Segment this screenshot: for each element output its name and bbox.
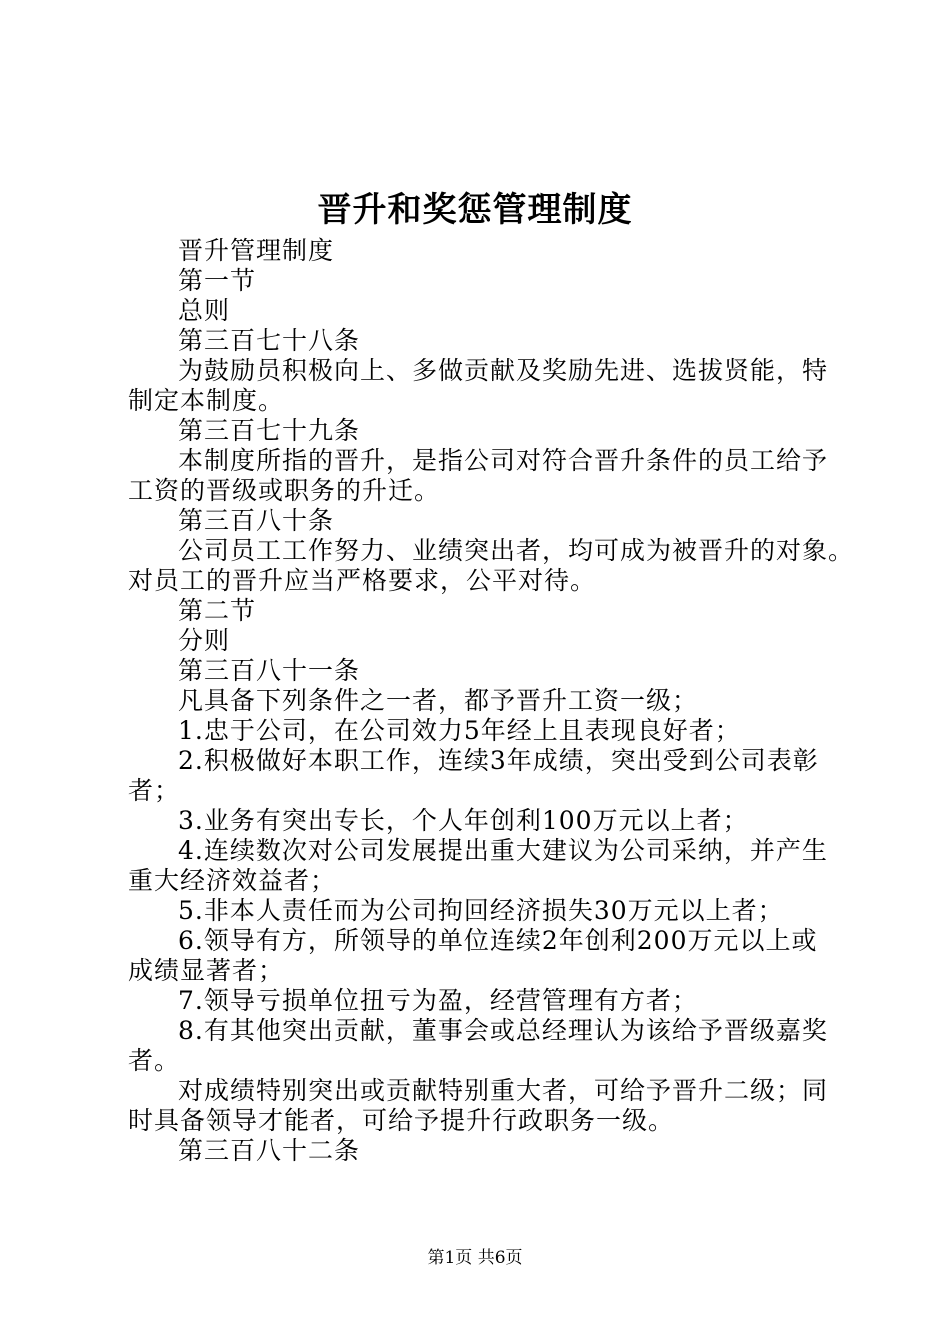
paragraph-line: 本制度所指的晋升，是指公司对符合晋升条件的员工给予 xyxy=(178,446,829,475)
paragraph-line: 6.领导有方，所领导的单位连续2年创利200万元以上或 xyxy=(178,926,818,955)
paragraph xyxy=(128,1016,840,1076)
paragraph-line: 3.业务有突出专长，个人年创利100万元以上者； xyxy=(178,806,749,835)
paragraph-line: 时具备领导才能者，可给予提升行政职务一级。 xyxy=(128,1106,675,1135)
paragraph-line: 4.连续数次对公司发展提出重大建议为公司采纳，并产生 xyxy=(178,836,828,865)
paragraph xyxy=(128,896,840,926)
paragraph-line: 第一节 xyxy=(178,266,257,295)
paragraph xyxy=(128,506,840,536)
paragraph-line: 工资的晋级或职务的升迁。 xyxy=(128,476,441,505)
paragraph-line: 晋升管理制度 xyxy=(178,236,335,265)
paragraph-line: 7.领导亏损单位扭亏为盈，经营管理有方者； xyxy=(178,986,698,1015)
paragraph-line: 8.有其他突出贡献，董事会或总经理认为该给予晋级嘉奖 xyxy=(178,1016,828,1045)
paragraph-line: 公司员工工作努力、业绩突出者，均可成为被晋升的对象。 xyxy=(178,536,855,565)
paragraph-line: 5.非本人责任而为公司拘回经济损失30万元以上者； xyxy=(178,896,784,925)
document-body xyxy=(128,236,855,1166)
paragraph xyxy=(128,266,840,296)
paragraph-line: 制定本制度。 xyxy=(128,386,285,415)
paragraph-line: 第二节 xyxy=(178,596,257,625)
paragraph-line: 第三百八十一条 xyxy=(178,656,361,685)
paragraph xyxy=(128,926,840,986)
document-title: 晋升和奖惩管理制度 xyxy=(317,190,633,230)
paragraph xyxy=(128,536,855,596)
paragraph xyxy=(128,836,840,896)
paragraph-line: 第三百八十二条 xyxy=(178,1136,361,1165)
paragraph-line: 第三百七十九条 xyxy=(178,416,361,445)
paragraph xyxy=(128,416,840,446)
paragraph-line: 第三百七十八条 xyxy=(178,326,361,355)
paragraph xyxy=(128,1136,840,1166)
paragraph-line: 者； xyxy=(128,776,181,805)
paragraph xyxy=(128,686,840,716)
paragraph-line: 重大经济效益者； xyxy=(128,866,337,895)
paragraph xyxy=(128,986,840,1016)
page-footer: 第1页 共6页 xyxy=(427,1248,523,1268)
paragraph xyxy=(128,1076,840,1136)
paragraph xyxy=(128,356,840,416)
paragraph xyxy=(128,326,840,356)
paragraph-line: 分则 xyxy=(178,626,231,655)
paragraph xyxy=(128,446,840,506)
paragraph xyxy=(128,746,840,806)
paragraph-line: 2.积极做好本职工作，连续3年成绩，突出受到公司表彰 xyxy=(178,746,819,775)
paragraph xyxy=(128,596,840,626)
paragraph-line: 成绩显著者； xyxy=(128,956,285,985)
paragraph xyxy=(128,806,840,836)
paragraph xyxy=(128,716,840,746)
paragraph-line: 总则 xyxy=(178,296,231,325)
paragraph-line: 为鼓励员积极向上、多做贡献及奖励先进、选拔贤能，特 xyxy=(178,356,829,385)
paragraph-line: 第三百八十条 xyxy=(178,506,335,535)
paragraph xyxy=(128,656,840,686)
paragraph xyxy=(128,296,840,326)
paragraph-line: 凡具备下列条件之一者，都予晋升工资一级； xyxy=(178,686,699,715)
paragraph xyxy=(128,236,840,266)
paragraph xyxy=(128,626,840,656)
paragraph-line: 对成绩特别突出或贡献特别重大者，可给予晋升二级；同 xyxy=(178,1076,829,1105)
paragraph-line: 者。 xyxy=(128,1046,181,1075)
paragraph-line: 1.忠于公司，在公司效力5年经上且表现良好者； xyxy=(178,716,741,745)
paragraph-line: 对员工的晋升应当严格要求，公平对待。 xyxy=(128,566,597,595)
